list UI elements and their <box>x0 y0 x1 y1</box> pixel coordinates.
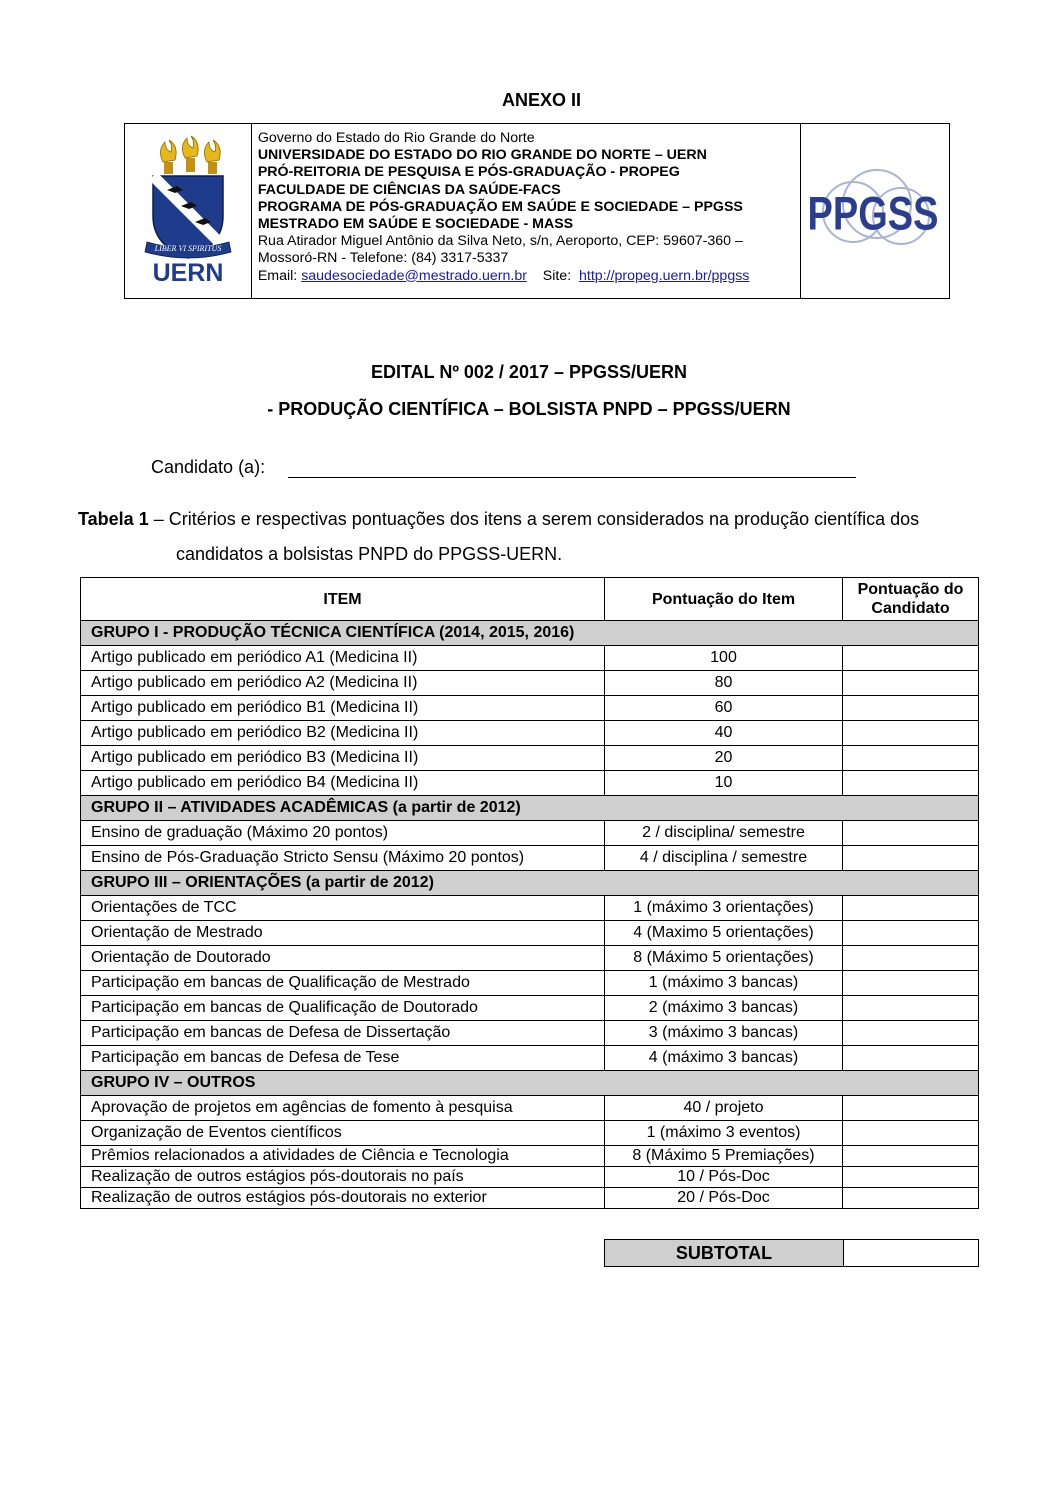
candidate-points-cell[interactable] <box>843 946 979 971</box>
item-points: 4 (Maximo 5 orientações) <box>605 921 843 946</box>
item-points: 40 / projeto <box>605 1096 843 1121</box>
item-points: 60 <box>605 696 843 721</box>
group-title: GRUPO III – ORIENTAÇÕES (a partir de 2012) <box>81 871 979 896</box>
item-name: Realização de outros estágios pós-doutorais no país <box>81 1167 605 1188</box>
criteria-body <box>81 621 979 1209</box>
site-link[interactable]: http://propeg.uern.br/ppgss <box>579 267 750 284</box>
candidate-points-cell[interactable] <box>843 1167 979 1188</box>
email-link[interactable]: saudesociedade@mestrado.uern.br <box>301 267 527 284</box>
institution-info <box>252 124 801 298</box>
faculty-line: FACULDADE DE CIÊNCIAS DA SAÚDE-FACS <box>257 181 561 198</box>
program-line: PROGRAMA DE PÓS-GRADUAÇÃO EM SAÚDE E SOCIEDADE – PPGSS <box>257 198 743 215</box>
candidate-points-cell[interactable] <box>843 646 979 671</box>
institution-header <box>124 123 950 299</box>
group-row <box>81 1071 979 1096</box>
candidate-points-cell[interactable] <box>843 671 979 696</box>
masters-line: MESTRADO EM SAÚDE E SOCIEDADE - MASS <box>257 216 574 233</box>
site-label: Site: <box>542 267 572 284</box>
table-row <box>81 846 979 871</box>
ppgss-logo <box>801 124 949 298</box>
item-name: Artigo publicado em periódico B1 (Medicina II) <box>81 696 605 721</box>
item-points: 8 (Máximo 5 orientações) <box>605 946 843 971</box>
item-points: 2 (máximo 3 bancas) <box>605 996 843 1021</box>
table-header-row <box>81 578 979 621</box>
uern-crest-icon <box>125 124 250 298</box>
candidate-points-cell[interactable] <box>843 1188 979 1209</box>
item-name: Realização de outros estágios pós-doutorais no exterior <box>81 1188 605 1209</box>
candidate-points-cell[interactable] <box>843 1021 979 1046</box>
candidate-points-cell[interactable] <box>843 846 979 871</box>
candidate-points-cell[interactable] <box>843 1096 979 1121</box>
table-row <box>81 696 979 721</box>
propeg-line: PRÓ-REITORIA DE PESQUISA E PÓS-GRADUAÇÃO - PROPEG <box>257 164 680 181</box>
item-name: Orientação de Mestrado <box>81 921 605 946</box>
item-name: Organização de Eventos científicos <box>81 1121 605 1146</box>
table-row <box>81 646 979 671</box>
item-points: 1 (máximo 3 orientações) <box>605 896 843 921</box>
item-points: 100 <box>605 646 843 671</box>
candidate-points-cell[interactable] <box>843 746 979 771</box>
subtotal-value-cell[interactable] <box>844 1240 979 1267</box>
item-points: 40 <box>605 721 843 746</box>
group-row <box>81 621 979 646</box>
candidate-points-cell[interactable] <box>843 971 979 996</box>
table-row <box>81 1021 979 1046</box>
candidate-points-cell[interactable] <box>843 696 979 721</box>
caption-text: – Critérios e respectivas pontuações dos itens a serem considerados na produção científica dos <box>153 509 920 529</box>
candidate-points-cell[interactable] <box>843 896 979 921</box>
email-label: Email: <box>257 267 298 284</box>
university-line: UNIVERSIDADE DO ESTADO DO RIO GRANDE DO NORTE – UERN <box>257 147 707 164</box>
item-name: Participação em bancas de Defesa de Tese <box>81 1046 605 1071</box>
group-row <box>81 871 979 896</box>
item-points: 1 (máximo 3 bancas) <box>605 971 843 996</box>
candidate-points-cell[interactable] <box>843 921 979 946</box>
group-title: GRUPO I - PRODUÇÃO TÉCNICA CIENTÍFICA (2014, 2015, 2016) <box>81 621 979 646</box>
item-name: Prêmios relacionados a atividades de Ciência e Tecnologia <box>81 1146 605 1167</box>
edital-subtitle: - PRODUÇÃO CIENTÍFICA – BOLSISTA PNPD – PPGSS/UERN <box>267 399 791 419</box>
edital-title: EDITAL Nº 002 / 2017 – PPGSS/UERN <box>370 362 688 382</box>
subtotal-label: SUBTOTAL <box>605 1240 844 1267</box>
item-points: 10 / Pós-Doc <box>605 1167 843 1188</box>
item-points: 10 <box>605 771 843 796</box>
contact-line <box>258 268 800 285</box>
table-row <box>81 996 979 1021</box>
header-candidate-points: Pontuação do Candidato <box>843 578 979 621</box>
table-row <box>81 896 979 921</box>
table-row <box>81 1167 979 1188</box>
caption-text-continued: candidatos a bolsistas PNPD do PPGSS-UERN. <box>176 544 563 564</box>
criteria-table <box>80 577 979 1209</box>
item-name: Participação em bancas de Defesa de Dissertação <box>81 1021 605 1046</box>
candidate-points-cell[interactable] <box>843 1146 979 1167</box>
item-points: 20 <box>605 746 843 771</box>
group-title: GRUPO II – ATIVIDADES ACADÊMICAS (a partir de 2012) <box>81 796 979 821</box>
candidate-points-cell[interactable] <box>843 1046 979 1071</box>
table-row <box>81 821 979 846</box>
subtotal-table <box>604 1239 979 1267</box>
ppgss-logo-icon <box>801 124 949 298</box>
item-name: Ensino de Pós-Graduação Stricto Sensu (Máximo 20 pontos) <box>81 846 605 871</box>
table-row <box>81 946 979 971</box>
item-name: Ensino de graduação (Máximo 20 pontos) <box>81 821 605 846</box>
item-name: Orientações de TCC <box>81 896 605 921</box>
table-caption <box>78 502 998 572</box>
candidate-points-cell[interactable] <box>843 821 979 846</box>
candidate-label: Candidato (a): <box>151 457 266 477</box>
item-name: Artigo publicado em periódico B2 (Medicina II) <box>81 721 605 746</box>
item-points: 4 (máximo 3 bancas) <box>605 1046 843 1071</box>
group-title: GRUPO IV – OUTROS <box>81 1071 979 1096</box>
table-row <box>81 721 979 746</box>
table-row <box>81 1121 979 1146</box>
table-row <box>81 1188 979 1209</box>
table-row <box>81 971 979 996</box>
header-item: ITEM <box>81 578 605 621</box>
item-points: 80 <box>605 671 843 696</box>
item-name: Artigo publicado em periódico A2 (Medicina II) <box>81 671 605 696</box>
item-name: Participação em bancas de Qualificação de Doutorado <box>81 996 605 1021</box>
header-item-points: Pontuação do Item <box>605 578 843 621</box>
item-name: Orientação de Doutorado <box>81 946 605 971</box>
table-row <box>81 671 979 696</box>
gov-line: Governo do Estado do Rio Grande do Norte <box>257 130 535 146</box>
table-row <box>81 1046 979 1071</box>
item-points: 4 / disciplina / semestre <box>605 846 843 871</box>
table-row <box>81 1096 979 1121</box>
candidate-name-field[interactable] <box>288 477 856 478</box>
svg-text:UERN: UERN <box>152 259 224 287</box>
item-points: 2 / disciplina/ semestre <box>605 821 843 846</box>
candidate-points-cell[interactable] <box>843 1121 979 1146</box>
item-points: 8 (Máximo 5 Premiações) <box>605 1146 843 1167</box>
item-name: Participação em bancas de Qualificação de Mestrado <box>81 971 605 996</box>
phone-line: Mossoró-RN - Telefone: (84) 3317-5337 <box>257 250 509 267</box>
item-name: Artigo publicado em periódico A1 (Medicina II) <box>81 646 605 671</box>
item-points: 3 (máximo 3 bancas) <box>605 1021 843 1046</box>
address-line: Rua Atirador Miguel Antônio da Silva Neto, s/n, Aeroporto, CEP: 59607-360 – <box>257 233 743 250</box>
table-row <box>81 746 979 771</box>
item-name: Artigo publicado em periódico B4 (Medicina II) <box>81 771 605 796</box>
annex-title: ANEXO II <box>501 90 581 110</box>
candidate-points-cell[interactable] <box>843 996 979 1021</box>
svg-text:LIBER VI SPIRITUS: LIBER VI SPIRITUS <box>154 244 222 253</box>
svg-text:PPGSS: PPGSS <box>807 187 939 241</box>
group-row <box>81 796 979 821</box>
item-name: Artigo publicado em periódico B3 (Medicina II) <box>81 746 605 771</box>
uern-logo <box>125 124 252 298</box>
caption-label: Tabela 1 <box>78 509 149 529</box>
candidate-points-cell[interactable] <box>843 771 979 796</box>
table-row <box>81 1146 979 1167</box>
item-points: 20 / Pós-Doc <box>605 1188 843 1209</box>
item-name: Aprovação de projetos em agências de fomento à pesquisa <box>81 1096 605 1121</box>
table-row <box>81 771 979 796</box>
candidate-points-cell[interactable] <box>843 721 979 746</box>
item-points: 1 (máximo 3 eventos) <box>605 1121 843 1146</box>
table-row <box>81 921 979 946</box>
